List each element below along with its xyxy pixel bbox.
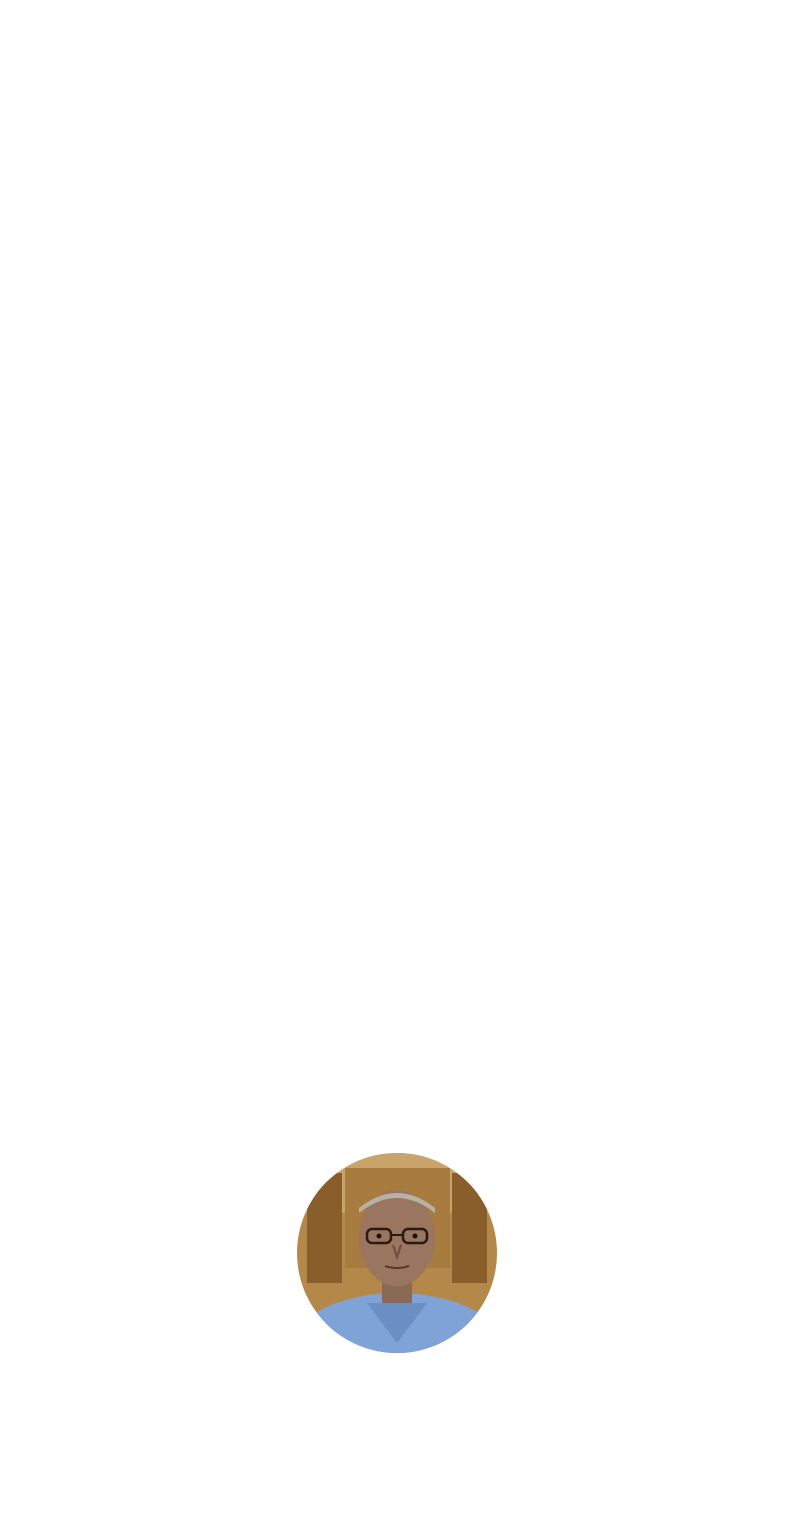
solution-code [8, 876, 786, 1122]
portrait-image [297, 1153, 497, 1353]
author-photo [297, 1153, 497, 1353]
